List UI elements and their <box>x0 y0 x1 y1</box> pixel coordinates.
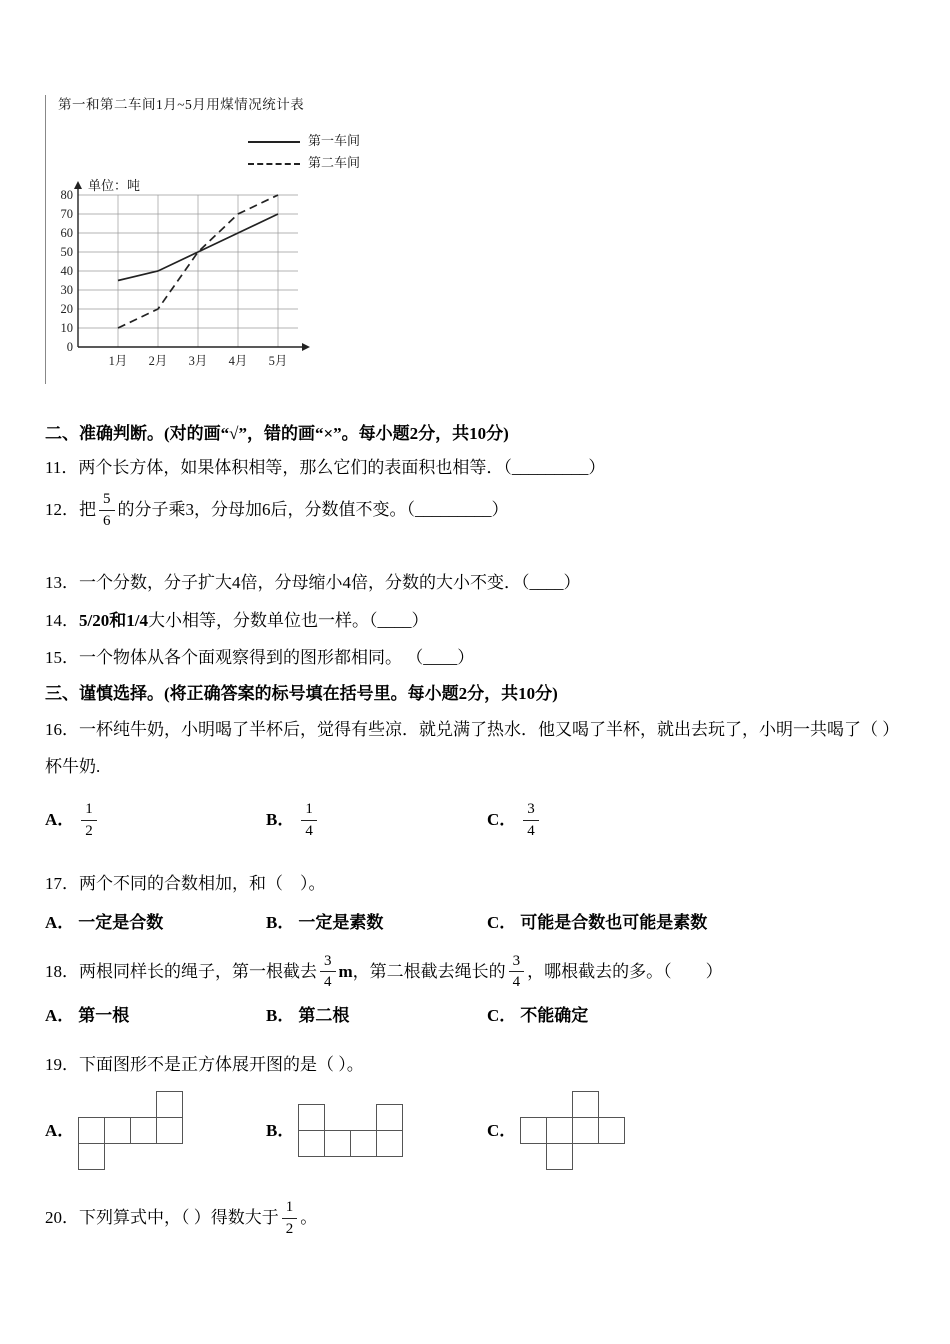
y-axis-arrow <box>74 181 82 189</box>
fraction-1-2: $\frac{1}{2}$ <box>81 800 97 841</box>
y-axis-unit-label: 单位：吨 <box>88 177 141 193</box>
question-14-post: 大小相等，分数单位也一样。（____） <box>147 610 429 630</box>
fraction-3-4m: $\frac{3}{4}$ <box>320 952 336 993</box>
option-18-c-text: 不能确定 <box>520 1006 589 1026</box>
net-square <box>350 1130 377 1157</box>
question-17-options <box>45 911 925 936</box>
question-19-shapes <box>45 1091 925 1170</box>
question-19: 19．下面图形不是正方体展开图的是（ ）。 <box>45 1054 364 1074</box>
x-tick-label: 5月 <box>268 353 288 368</box>
question-20 <box>45 1198 925 1239</box>
y-tick-label: 60 <box>60 225 73 240</box>
coal-usage-line-chart <box>58 177 378 377</box>
section2-header: 二、准确判断。(对的画“√”，错的画“×”。每小题2分，共10分) <box>45 424 509 444</box>
fraction-1-2-target: $\frac{1}{2}$ <box>282 1198 298 1239</box>
chart-plot-area <box>58 177 390 385</box>
net-square <box>298 1104 325 1131</box>
net-square <box>156 1117 183 1144</box>
y-tick-label: 50 <box>60 244 73 259</box>
option-17-c <box>487 911 707 936</box>
option-17-c-text: 可能是合数也可能是素数 <box>520 912 708 932</box>
option-18-b-text: 第二根 <box>298 1006 350 1026</box>
option-16-c-label: C． <box>487 809 517 829</box>
option-18-a <box>45 1004 266 1029</box>
net-square <box>376 1130 403 1157</box>
question-14-pre: 14． <box>45 610 79 630</box>
shape-b-label: B． <box>266 1120 295 1140</box>
x-tick-label: 4月 <box>228 353 248 368</box>
option-18-c-label: C． <box>487 1006 517 1026</box>
solid-line-icon <box>248 141 300 143</box>
cube-net-a <box>78 1091 183 1170</box>
option-17-a-text: 一定是合数 <box>78 912 164 932</box>
section3-header: 三、谨慎选择。(将正确答案的标号填在括号里。每小题2分，共10分) <box>45 683 558 703</box>
question-20-post: 。 <box>300 1208 318 1228</box>
legend-label-workshop2: 第二车间 <box>308 155 361 171</box>
question-13: 13．一个分数，分子扩大4倍，分母缩小4倍，分数的大小不变．（____） <box>45 572 581 592</box>
x-tick-label: 3月 <box>188 353 208 368</box>
shape-c-label: C． <box>487 1120 517 1140</box>
y-tick-label: 10 <box>60 320 73 335</box>
option-17-a <box>45 911 266 936</box>
legend-label-workshop1: 第一车间 <box>308 133 361 149</box>
shape-option-a <box>45 1091 266 1170</box>
question-18 <box>45 952 925 993</box>
net-square <box>78 1117 105 1144</box>
question-15: 15．一个物体从各个面观察得到的图形都相同。 （____） <box>45 648 475 668</box>
net-square <box>546 1117 573 1144</box>
shape-option-b <box>266 1104 487 1157</box>
net-square <box>324 1130 351 1157</box>
question-14-bold: 5/20和1/4 <box>79 610 148 630</box>
y-tick-label: 80 <box>60 187 73 202</box>
option-18-a-label: A． <box>45 1006 75 1026</box>
net-square <box>376 1104 403 1131</box>
option-18-a-text: 第一根 <box>78 1006 130 1026</box>
option-17-b-label: B． <box>266 912 295 932</box>
question-14 <box>45 609 925 634</box>
fraction-5-6: $\frac{5}{6}$ <box>99 490 115 531</box>
question-18-mid: ，第二根截去绳长的 <box>352 961 506 981</box>
x-tick-label: 1月 <box>108 353 128 368</box>
question-18-unit: m <box>338 961 353 981</box>
option-17-b <box>266 911 487 936</box>
y-tick-label: 0 <box>66 339 73 354</box>
option-18-b-label: B． <box>266 1006 295 1026</box>
option-17-a-label: A． <box>45 912 75 932</box>
x-tick-label: 2月 <box>148 353 168 368</box>
y-tick-label: 30 <box>60 282 73 297</box>
question-18-pre: 18．两根同样长的绳子，第一根截去 <box>45 961 317 981</box>
option-18-c <box>487 1004 588 1029</box>
chart-legend <box>248 131 390 175</box>
y-tick-label: 20 <box>60 301 73 316</box>
option-17-c-label: C． <box>487 912 517 932</box>
question-16-line1: 16．一杯纯牛奶，小明喝了半杯后，觉得有些凉．就兑满了热水．他又喝了半杯，就出去玩了，小明一共喝了（ ） <box>45 719 900 739</box>
shape-a-label: A． <box>45 1120 75 1140</box>
question-12-pre: 12．把 <box>45 500 96 520</box>
question-20-pre: 20．下列算式中，（ ）得数大于 <box>45 1208 279 1228</box>
fraction-1-4: $\frac{1}{4}$ <box>301 800 317 841</box>
fraction-3-4: $\frac{3}{4}$ <box>523 800 539 841</box>
question-18-post: ，哪根截去的多。（ ） <box>527 961 723 981</box>
y-tick-label: 70 <box>60 206 73 221</box>
question-12 <box>45 490 925 531</box>
option-18-b <box>266 1004 487 1029</box>
net-square <box>104 1117 131 1144</box>
option-16-a <box>45 800 266 841</box>
net-square <box>78 1143 105 1170</box>
net-square <box>546 1143 573 1170</box>
cube-net-b <box>298 1104 403 1157</box>
option-16-c <box>487 800 542 841</box>
net-square <box>130 1117 157 1144</box>
option-16-a-label: A． <box>45 809 75 829</box>
cube-net-c <box>520 1091 625 1170</box>
chart-title: 第一和第二车间1月~5月用煤情况统计表 <box>58 97 305 112</box>
net-square <box>156 1091 183 1118</box>
option-17-b-text: 一定是素数 <box>298 912 384 932</box>
shape-option-c <box>487 1091 625 1170</box>
legend-item-workshop1 <box>248 131 390 153</box>
question-11: 11．两个长方体，如果体积相等，那么它们的表面积也相等．（_________） <box>45 457 606 477</box>
net-square <box>572 1091 599 1118</box>
question-17: 17．两个不同的合数相加，和（ ）。 <box>45 874 326 894</box>
option-16-b <box>266 800 487 841</box>
coal-usage-chart-figure <box>45 95 390 384</box>
question-16-options <box>45 800 925 841</box>
dashed-line-icon <box>248 163 300 165</box>
question-16-line2: 杯牛奶. <box>45 757 101 777</box>
x-axis-arrow <box>302 343 310 351</box>
y-tick-label: 40 <box>60 263 73 278</box>
net-square <box>598 1117 625 1144</box>
option-16-b-label: B． <box>266 809 295 829</box>
net-square <box>572 1117 599 1144</box>
question-12-post: 的分子乘3，分母加6后，分数值不变。（_________） <box>117 500 509 520</box>
legend-item-workshop2 <box>248 153 390 175</box>
question-18-options <box>45 1004 925 1029</box>
net-square <box>298 1130 325 1157</box>
fraction-3-4-of-rope: $\frac{3}{4}$ <box>509 952 525 993</box>
net-square <box>520 1117 547 1144</box>
